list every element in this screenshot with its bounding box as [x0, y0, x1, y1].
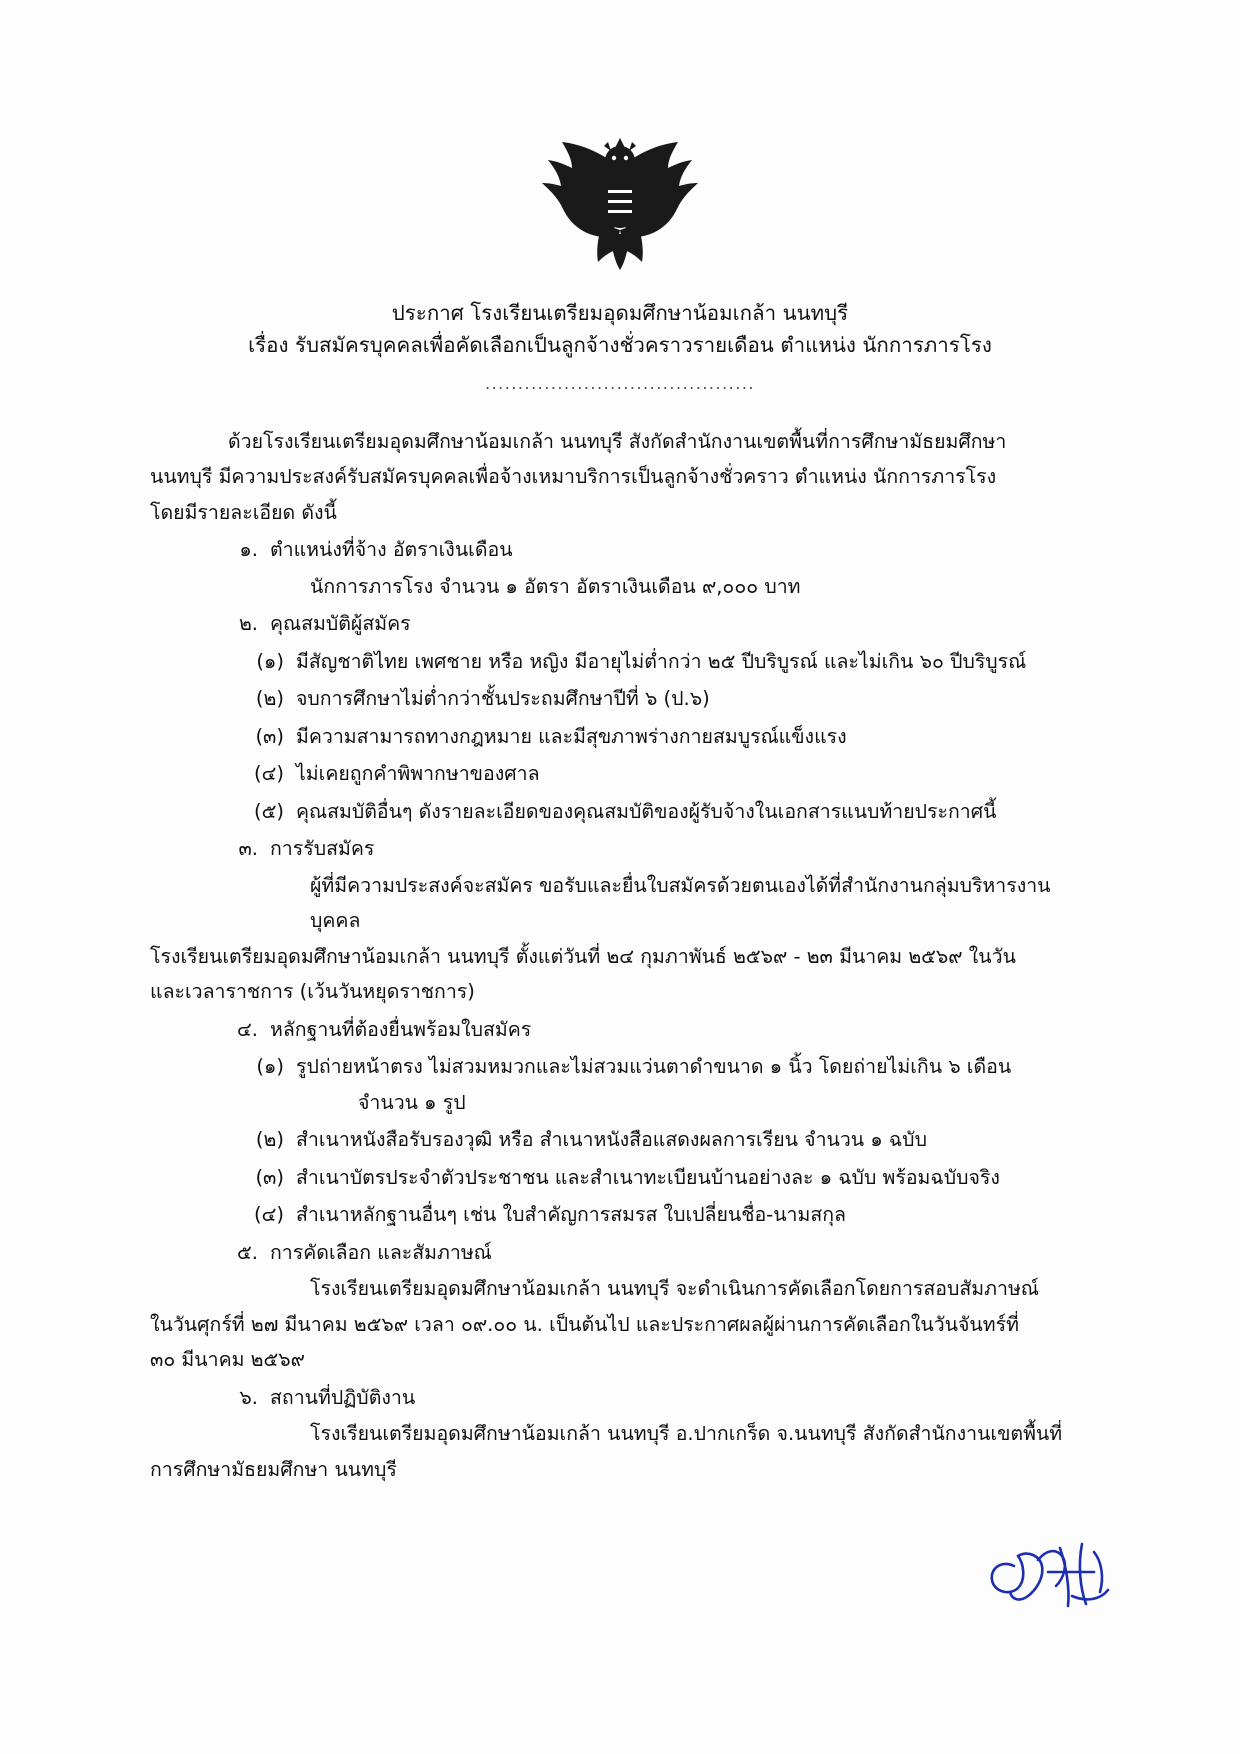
section-1-number: ๑.	[239, 538, 258, 562]
section-3-paragraph-line3: และเวลาราชการ (เว้นวันหยุดราชการ)	[150, 980, 475, 1004]
section-2-item-2	[150, 681, 1090, 716]
section-2-item-4	[150, 756, 1090, 791]
section-2-item-4-text: ไม่เคยถูกคำพิพากษาของศาล	[296, 762, 540, 786]
section-2-item-3	[150, 719, 1090, 754]
section-2-number: ๒.	[238, 612, 258, 636]
section-4-item-4-text: สำเนาหลักฐานอื่นๆ เช่น ใบสำคัญการสมรส ใบเปลี่ยนชื่อ-นามสกุล	[296, 1203, 846, 1227]
section-3-number: ๓.	[238, 837, 258, 861]
section-5	[150, 1235, 1090, 1270]
document-body	[150, 424, 1090, 1487]
section-2-item-1-text: มีสัญชาติไทย เพศชาย หรือ หญิง มีอายุไม่ต่ำกว่า ๒๕ ปีบริบูรณ์ และไม่เกิน ๖๐ ปีบริบูรณ์	[296, 649, 1027, 673]
section-2-item-2-text: จบการศึกษาไม่ต่ำกว่าชั้นประถมศึกษาปีที่ ๖ (ป.๖)	[296, 687, 710, 711]
section-4-item-3-text: สำเนาบัตรประจำตัวประชาชน และสำเนาทะเบียนบ้านอย่างละ ๑ ฉบับ พร้อมฉบับจริง	[296, 1165, 1000, 1189]
section-3-paragraph-line1: ผู้ที่มีความประสงค์จะสมัคร ขอรับและยื่นใบสมัครด้วยตนเองได้ที่สำนักงานกลุ่มบริหารงานบุคคล	[310, 873, 1051, 933]
announcement-title-line1: ประกาศ โรงเรียนเตรียมอุดมศึกษาน้อมเกล้า นนทบุรี	[391, 301, 849, 325]
section-3-paragraph-line2: โรงเรียนเตรียมอุดมศึกษาน้อมเกล้า นนทบุรี ตั้งแต่วันที่ ๒๔ กุมภาพันธ์ ๒๕๖๙ - ๒๓ มีนาคม ๒๕๖๙ ในวัน	[150, 944, 1016, 968]
section-2-item-4-label: (๔)	[254, 762, 284, 786]
section-5-paragraph-line2: ในวันศุกร์ที่ ๒๗ มีนาคม ๒๕๖๙ เวลา ๐๙.๐๐ น. เป็นต้นไป และประกาศผลผู้ผ่านการคัดเลือกในวันจันทร์ที่	[150, 1312, 1019, 1336]
section-4	[150, 1012, 1090, 1047]
section-6-number: ๖.	[239, 1385, 258, 1409]
section-6-paragraph-line2: การศึกษามัธยมศึกษา นนทบุรี	[150, 1457, 397, 1481]
section-3-title: การรับสมัคร	[270, 837, 375, 861]
section-4-item-1-text: รูปถ่ายหน้าตรง ไม่สวมหมวกและไม่สวมแว่นตาดำขนาด ๑ นิ้ว โดยถ่ายไม่เกิน ๖ เดือน	[296, 1055, 1012, 1079]
section-2-item-3-text: มีความสามารถทางกฎหมาย และมีสุขภาพร่างกายสมบูรณ์แข็งแรง	[296, 724, 847, 748]
section-6	[150, 1380, 1090, 1415]
section-4-item-4	[150, 1197, 1090, 1232]
intro-paragraph-line1: ด้วยโรงเรียนเตรียมอุดมศึกษาน้อมเกล้า นนทบุรี สังกัดสำนักงานเขตพื้นที่การศึกษามัธยมศึกษา	[228, 430, 1007, 453]
section-2-item-1	[150, 644, 1090, 679]
section-4-item-1-text2: จำนวน ๑ รูป	[358, 1090, 466, 1114]
document-heading	[0, 298, 1240, 396]
section-2-title: คุณสมบัติผู้สมัคร	[270, 612, 411, 636]
section-4-title: หลักฐานที่ต้องยื่นพร้อมใบสมัคร	[270, 1017, 532, 1041]
signature-block	[978, 1526, 1148, 1636]
signature-mark	[978, 1526, 1148, 1636]
section-4-number: ๔.	[237, 1017, 258, 1041]
section-4-item-3	[150, 1160, 1090, 1195]
section-5-paragraph-line1: โรงเรียนเตรียมอุดมศึกษาน้อมเกล้า นนทบุรี จะดำเนินการคัดเลือกโดยการสอบสัมภาษณ์	[310, 1277, 1039, 1301]
intro-paragraph-line3: โดยมีรายละเอียด ดังนี้	[150, 500, 337, 524]
section-2-item-1-label: (๑)	[256, 649, 284, 673]
section-2-item-2-label: (๒)	[255, 687, 284, 711]
section-5-title: การคัดเลือก และสัมภาษณ์	[270, 1240, 492, 1264]
section-4-item-2	[150, 1122, 1090, 1157]
section-4-item-1-label: (๑)	[256, 1055, 284, 1079]
garuda-emblem	[540, 138, 700, 278]
section-1-line-1: นักการภารโรง จำนวน ๑ อัตรา อัตราเงินเดือน ๙,๐๐๐ บาท	[310, 574, 801, 598]
intro-paragraph-line2: นนทบุรี มีความประสงค์รับสมัครบุคคลเพื่อจ้างเหมาบริการเป็นลูกจ้างชั่วคราว ตำแหน่ง นักการภารโรง	[150, 465, 997, 489]
section-1	[150, 532, 1090, 567]
emblem-container	[0, 138, 1240, 278]
section-1-title: ตำแหน่งที่จ้าง อัตราเงินเดือน	[270, 538, 513, 562]
section-5-paragraph-line3: ๓๐ มีนาคม ๒๕๖๙	[150, 1348, 305, 1372]
section-2-item-5	[150, 794, 1090, 829]
section-2-item-5-label: (๕)	[254, 799, 284, 823]
section-2-item-3-label: (๓)	[255, 724, 284, 748]
section-6-title: สถานที่ปฏิบัติงาน	[270, 1385, 416, 1409]
announcement-title-line2: เรื่อง รับสมัครบุคคลเพื่อคัดเลือกเป็นลูกจ้างชั่วคราวรายเดือน ตำแหน่ง นักการภารโรง	[248, 332, 992, 357]
section-5-number: ๕.	[237, 1240, 258, 1264]
section-4-item-4-label: (๔)	[254, 1203, 284, 1227]
section-4-item-1	[150, 1049, 1090, 1084]
section-2-item-5-text: คุณสมบัติอื่นๆ ดังรายละเอียดของคุณสมบัติของผู้รับจ้างในเอกสารแนบท้ายประกาศนี้	[296, 799, 997, 823]
section-3	[150, 831, 1090, 866]
section-4-item-2-text: สำเนาหนังสือรับรองวุฒิ หรือ สำเนาหนังสือแสดงผลการเรียน จำนวน ๑ ฉบับ	[296, 1128, 927, 1152]
section-6-paragraph-line1: โรงเรียนเตรียมอุดมศึกษาน้อมเกล้า นนทบุรี อ.ปากเกร็ด จ.นนทบุรี สังกัดสำนักงานเขตพื้นที่	[310, 1422, 1063, 1446]
heading-divider: .........................................	[484, 373, 756, 393]
section-4-item-3-label: (๓)	[255, 1165, 284, 1189]
section-4-item-2-label: (๒)	[255, 1128, 284, 1152]
section-2	[150, 606, 1090, 641]
